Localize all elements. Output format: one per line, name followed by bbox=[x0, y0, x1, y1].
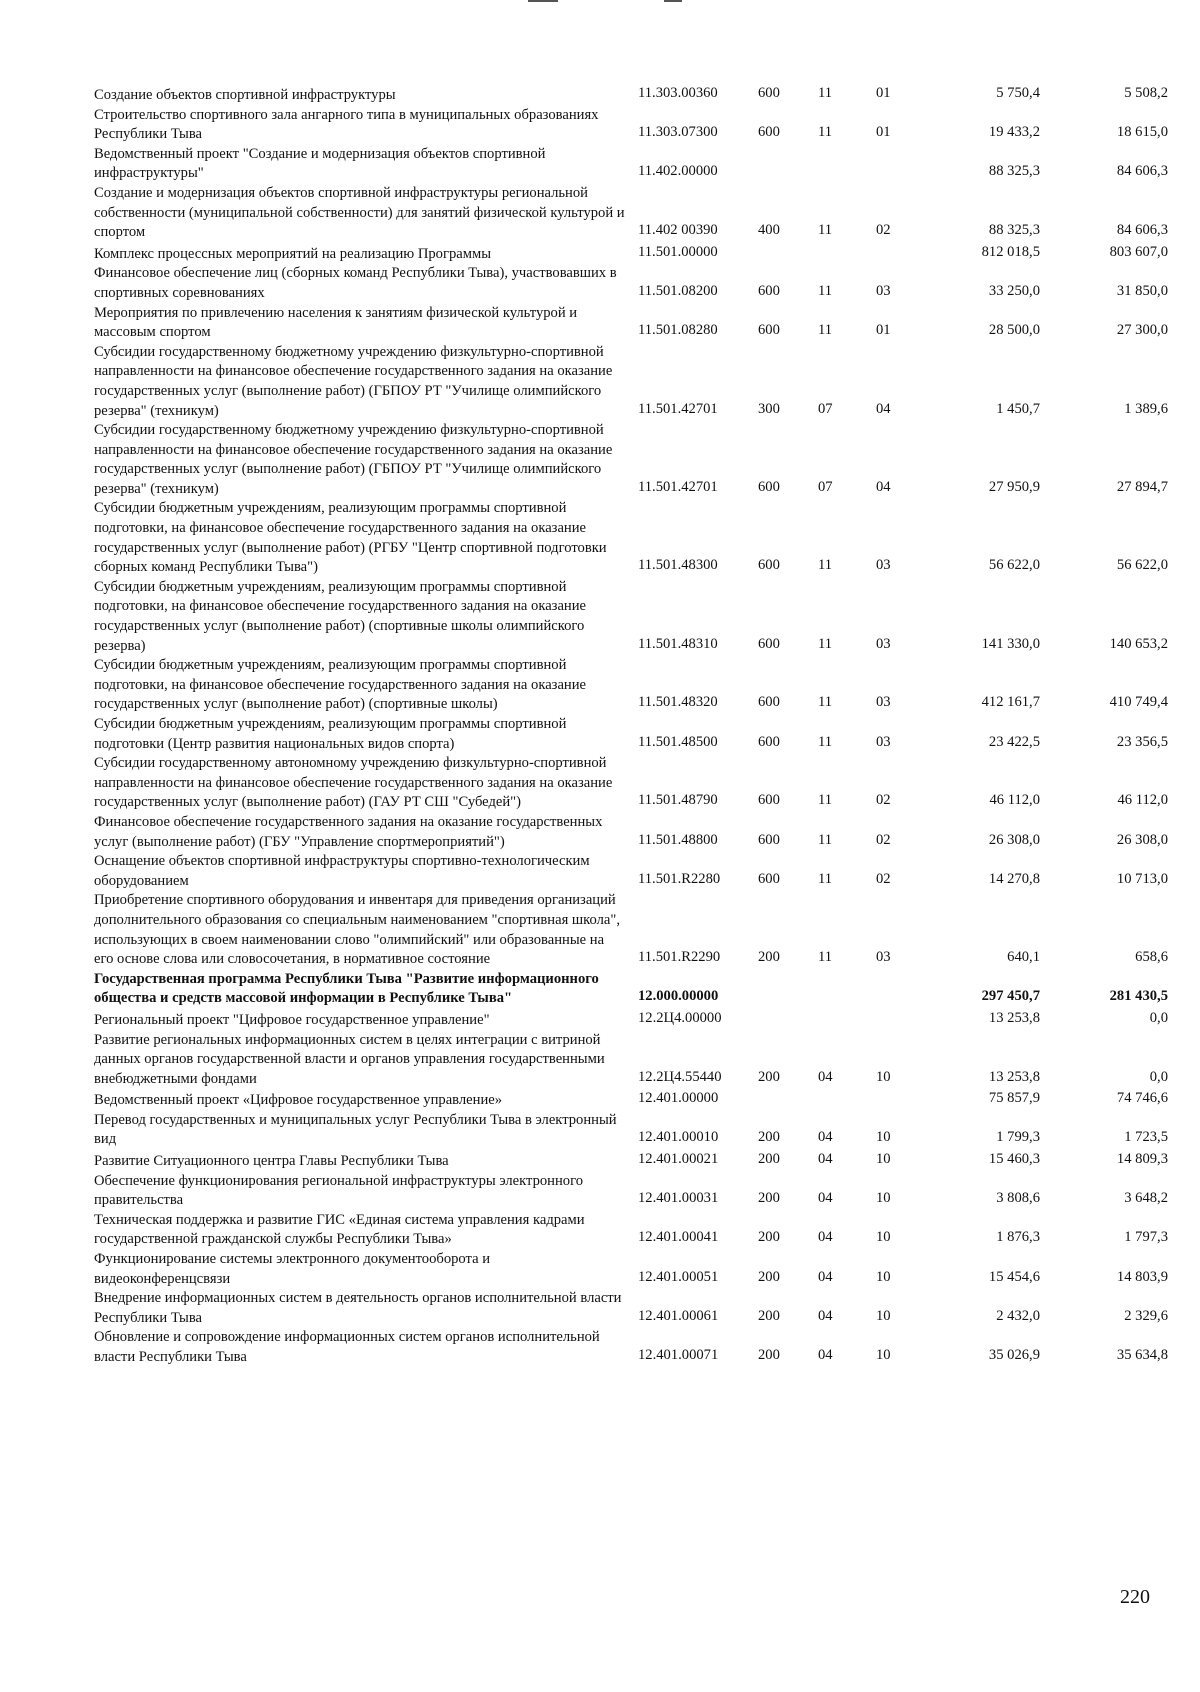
table-row bbox=[94, 813, 1174, 852]
table-row bbox=[94, 184, 1174, 243]
table-row bbox=[94, 578, 1174, 656]
row-name: Государственная программа Республики Тыва "Развитие информационного общества и средств массовой информации в Республике Тыва" bbox=[94, 970, 599, 1007]
row-amount-year1: 297 450,7 bbox=[981, 988, 1040, 1005]
row-amount-year1: 13 253,8 bbox=[988, 1068, 1040, 1085]
page-number: 220 bbox=[1120, 1586, 1150, 1608]
table-row bbox=[94, 1250, 1174, 1289]
row-code: 11.501.42701 bbox=[638, 400, 718, 417]
row-subsection: 02 bbox=[876, 792, 891, 809]
row-code: 11.303.00360 bbox=[638, 85, 718, 101]
table-body bbox=[94, 84, 1174, 1368]
row-expense-type: 600 bbox=[758, 282, 780, 299]
row-amount-year2: 18 615,0 bbox=[1116, 124, 1168, 141]
row-amount-year1: 19 433,2 bbox=[988, 124, 1040, 141]
row-subsection: 10 bbox=[876, 1307, 891, 1324]
row-amount-year2: 0,0 bbox=[1149, 1009, 1168, 1026]
row-section: 04 bbox=[818, 1307, 833, 1324]
table-row bbox=[94, 1328, 1174, 1367]
row-subsection: 02 bbox=[876, 870, 891, 887]
row-amount-year2: 2 329,6 bbox=[1124, 1307, 1168, 1324]
row-name: Внедрение информационных систем в деятельность органов исполнительной власти Республики Тыва bbox=[94, 1290, 622, 1326]
row-name: Субсидии государственному бюджетному учреждению физкультурно-спортивной направленности на финансовое обеспечение государственного задания на оказание государственных услуг (выполнение работ) (ГБПОУ РТ "Училище олимпийского резерва" (техникум) bbox=[94, 343, 613, 419]
table-row bbox=[94, 243, 1174, 265]
row-subsection bbox=[876, 1009, 934, 1031]
row-section: 11 bbox=[818, 282, 833, 299]
row-amount-year1: 2 432,0 bbox=[996, 1307, 1040, 1324]
row-code: 12.401.00021 bbox=[638, 1151, 719, 1168]
row-amount-year1: 1 799,3 bbox=[996, 1129, 1040, 1146]
row-section: 11 bbox=[818, 870, 833, 887]
row-section: 11 bbox=[818, 124, 833, 141]
table-row bbox=[94, 304, 1174, 343]
row-amount-year1: 5 750,4 bbox=[996, 85, 1040, 101]
row-expense-type: 600 bbox=[758, 322, 780, 339]
row-name: Перевод государственных и муниципальных услуг Республики Тыва в электронный вид bbox=[94, 1111, 617, 1148]
row-name: Финансовое обеспечение государственного задания на оказание государственных услуг (выполнение работ) (ГБУ "Управление спортмероприятий") bbox=[94, 813, 603, 850]
row-subsection: 01 bbox=[876, 322, 891, 339]
row-amount-year1: 3 808,6 bbox=[996, 1190, 1040, 1207]
row-section bbox=[818, 1089, 876, 1111]
table-row bbox=[94, 145, 1174, 184]
row-section: 11 bbox=[818, 694, 833, 711]
row-amount-year2: 10 713,0 bbox=[1116, 870, 1168, 887]
row-amount-year2: 14 803,9 bbox=[1116, 1268, 1168, 1285]
row-amount-year1: 640,1 bbox=[1007, 949, 1040, 966]
row-code: 12.401.00071 bbox=[638, 1347, 719, 1363]
table-row bbox=[94, 715, 1174, 754]
row-section: 07 bbox=[818, 478, 833, 495]
row-section: 07 bbox=[818, 400, 833, 417]
row-amount-year1: 75 857,9 bbox=[988, 1090, 1040, 1107]
row-expense-type: 200 bbox=[758, 1190, 780, 1207]
table-row bbox=[94, 656, 1174, 715]
row-amount-year2: 0,0 bbox=[1149, 1068, 1168, 1085]
row-expense-type: 600 bbox=[758, 733, 780, 750]
row-name: Создание и модернизация объектов спортивной инфраструктуры региональной собственности (муниципальной собственности) для занятий физической культурой и спортом bbox=[94, 184, 625, 241]
row-section: 11 bbox=[818, 85, 833, 101]
row-subsection: 10 bbox=[876, 1068, 891, 1085]
row-amount-year2: 140 653,2 bbox=[1109, 635, 1168, 652]
row-section: 11 bbox=[818, 222, 833, 239]
table-row bbox=[94, 421, 1174, 499]
row-amount-year2: 56 622,0 bbox=[1116, 557, 1168, 574]
row-amount-year2: 658,6 bbox=[1135, 949, 1168, 966]
row-amount-year2: 1 723,5 bbox=[1124, 1129, 1168, 1146]
row-subsection: 04 bbox=[876, 400, 891, 417]
row-code: 11.501.08200 bbox=[638, 282, 718, 299]
row-expense-type: 200 bbox=[758, 1229, 780, 1246]
row-amount-year1: 33 250,0 bbox=[988, 282, 1040, 299]
row-amount-year1: 141 330,0 bbox=[981, 635, 1040, 652]
row-subsection: 02 bbox=[876, 831, 891, 848]
row-amount-year2: 3 648,2 bbox=[1124, 1190, 1168, 1207]
row-section bbox=[818, 243, 876, 265]
row-code: 12.401.00061 bbox=[638, 1307, 719, 1324]
row-amount-year2: 410 749,4 bbox=[1109, 694, 1168, 711]
row-name: Финансовое обеспечение лиц (сборных команд Республики Тыва), участвовавших в спортивных соревнованиях bbox=[94, 265, 617, 301]
row-subsection: 04 bbox=[876, 478, 891, 495]
row-code: 11.501.48310 bbox=[638, 635, 718, 652]
row-subsection: 10 bbox=[876, 1190, 891, 1207]
row-name: Субсидии государственному автономному учреждению физкультурно-спортивной направленности на финансовое обеспечение государственного задания на оказание государственных услуг (выполнение работ) (ГАУ РТ СШ "Субедей") bbox=[94, 755, 613, 811]
table-row bbox=[94, 343, 1174, 421]
row-section: 11 bbox=[818, 557, 833, 574]
row-expense-type bbox=[758, 145, 818, 184]
row-expense-type bbox=[758, 243, 818, 265]
row-amount-year2: 26 308,0 bbox=[1116, 831, 1168, 848]
row-amount-year1: 46 112,0 bbox=[989, 792, 1040, 809]
row-code: 12.401.00010 bbox=[638, 1129, 719, 1146]
row-section: 11 bbox=[818, 733, 833, 750]
row-expense-type: 400 bbox=[758, 222, 780, 239]
row-code: 11.402.00000 bbox=[638, 163, 718, 180]
row-section bbox=[818, 1009, 876, 1031]
row-name: Обновление и сопровождение информационных систем органов исполнительной власти Республики Тыва bbox=[94, 1329, 600, 1365]
row-amount-year2: 27 300,0 bbox=[1116, 322, 1168, 339]
row-amount-year2: 1 389,6 bbox=[1124, 400, 1168, 417]
row-subsection bbox=[876, 243, 934, 265]
row-subsection bbox=[876, 1089, 934, 1111]
row-expense-type: 300 bbox=[758, 400, 780, 417]
row-subsection: 02 bbox=[876, 222, 891, 239]
row-code: 12.2Ц4.00000 bbox=[638, 1009, 722, 1026]
row-expense-type: 200 bbox=[758, 1307, 780, 1324]
row-amount-year2: 803 607,0 bbox=[1109, 243, 1168, 260]
row-name: Мероприятия по привлечению населения к занятиям физической культурой и массовым спортом bbox=[94, 304, 578, 341]
row-expense-type: 200 bbox=[758, 1129, 780, 1146]
row-name: Региональный проект "Цифровое государственное управление" bbox=[94, 1011, 490, 1028]
row-name: Ведомственный проект «Цифровое государственное управление» bbox=[94, 1092, 503, 1109]
row-section: 04 bbox=[818, 1151, 833, 1168]
row-expense-type: 600 bbox=[758, 792, 780, 809]
table-row bbox=[94, 852, 1174, 891]
row-amount-year1: 27 950,9 bbox=[988, 478, 1040, 495]
row-code: 12.2Ц4.55440 bbox=[638, 1068, 722, 1085]
row-amount-year2: 14 809,3 bbox=[1116, 1151, 1168, 1168]
row-section: 04 bbox=[818, 1190, 833, 1207]
row-subsection: 03 bbox=[876, 694, 891, 711]
row-code: 11.501.48790 bbox=[638, 792, 718, 809]
table-row bbox=[94, 84, 1174, 106]
budget-table bbox=[94, 84, 1174, 1368]
scan-mark-left bbox=[528, 0, 558, 2]
row-amount-year1: 15 460,3 bbox=[988, 1151, 1040, 1168]
row-expense-type: 600 bbox=[758, 557, 780, 574]
row-name: Оснащение объектов спортивной инфраструктуры спортивно-технологическим оборудованием bbox=[94, 853, 590, 889]
row-expense-type: 600 bbox=[758, 635, 780, 652]
row-amount-year2: 27 894,7 bbox=[1116, 478, 1168, 495]
row-name: Субсидии бюджетным учреждениям, реализующим программы спортивной подготовки (Центр развития национальных видов спорта) bbox=[94, 716, 567, 752]
row-code: 11.501.48500 bbox=[638, 733, 718, 750]
row-name: Развитие региональных информационных систем в целях интеграции с витриной данных органов государственной власти и органов управления государственными внебюджетными фондами bbox=[94, 1031, 605, 1087]
row-expense-type: 200 bbox=[758, 1268, 780, 1285]
row-code: 12.000.00000 bbox=[638, 988, 719, 1005]
row-amount-year1: 35 026,9 bbox=[988, 1347, 1040, 1363]
row-amount-year1: 14 270,8 bbox=[988, 870, 1040, 887]
row-subsection: 01 bbox=[876, 85, 891, 101]
row-code: 11.501.42701 bbox=[638, 478, 718, 495]
row-amount-year2: 1 797,3 bbox=[1124, 1229, 1168, 1246]
row-code: 12.401.00041 bbox=[638, 1229, 719, 1246]
row-code: 12.401.00031 bbox=[638, 1190, 719, 1207]
row-expense-type: 600 bbox=[758, 85, 780, 101]
row-amount-year2: 35 634,8 bbox=[1116, 1347, 1168, 1363]
row-section: 04 bbox=[818, 1129, 833, 1146]
row-name: Приобретение спортивного оборудования и инвентаря для приведения организаций дополнительного образования со специальным наименованием "спортивная школа", использующих в своем наименовании слово "олимпийский" или образованные на его основе слова или словосочетания, в нормативное состояние bbox=[94, 892, 620, 968]
row-subsection bbox=[876, 145, 934, 184]
row-code: 11.402 00390 bbox=[638, 222, 718, 239]
row-code: 11.501.48320 bbox=[638, 694, 718, 711]
row-expense-type: 200 bbox=[758, 949, 780, 966]
row-amount-year2: 281 430,5 bbox=[1109, 988, 1168, 1005]
table-row bbox=[94, 970, 1174, 1009]
row-name: Субсидии государственному бюджетному учреждению физкультурно-спортивной направленности на финансовое обеспечение государственного задания на оказание государственных услуг (выполнение работ) (ГБПОУ РТ "Училище олимпийского резерва" (техникум) bbox=[94, 422, 613, 497]
row-amount-year1: 15 454,6 bbox=[988, 1268, 1040, 1285]
scan-mark-right bbox=[664, 0, 682, 2]
row-expense-type: 600 bbox=[758, 124, 780, 141]
table-row bbox=[94, 1111, 1174, 1150]
row-code: 11.501.R2280 bbox=[638, 870, 721, 887]
row-code: 11.501.08280 bbox=[638, 322, 718, 339]
row-amount-year1: 26 308,0 bbox=[988, 831, 1040, 848]
row-section: 11 bbox=[818, 792, 833, 809]
row-amount-year2: 46 112,0 bbox=[1117, 792, 1168, 809]
row-name: Обеспечение функционирования региональной инфраструктуры электронного правительства bbox=[94, 1172, 583, 1209]
row-name: Функционирование системы электронного документооборота и видеоконференцсвязи bbox=[94, 1251, 491, 1287]
table-row bbox=[94, 1031, 1174, 1090]
table-row bbox=[94, 1089, 1174, 1111]
row-subsection: 10 bbox=[876, 1268, 891, 1285]
row-section: 11 bbox=[818, 635, 833, 652]
row-amount-year1: 88 325,3 bbox=[988, 163, 1040, 180]
row-amount-year1: 1 876,3 bbox=[996, 1229, 1040, 1246]
row-expense-type: 600 bbox=[758, 694, 780, 711]
row-amount-year2: 5 508,2 bbox=[1124, 85, 1168, 101]
row-expense-type: 600 bbox=[758, 478, 780, 495]
row-code: 12.401.00051 bbox=[638, 1268, 719, 1285]
row-name: Строительство спортивного зала ангарного типа в муниципальных образованиях Республики Тыва bbox=[94, 106, 599, 143]
row-amount-year1: 56 622,0 bbox=[988, 557, 1040, 574]
row-amount-year1: 1 450,7 bbox=[996, 400, 1040, 417]
row-code: 11.501.48300 bbox=[638, 557, 718, 574]
row-name: Комплекс процессных мероприятий на реализацию Программы bbox=[94, 245, 492, 262]
table-row bbox=[94, 106, 1174, 145]
row-code: 11.501.R2290 bbox=[638, 949, 721, 966]
table-row bbox=[94, 264, 1174, 303]
table-row bbox=[94, 1150, 1174, 1172]
row-amount-year1: 88 325,3 bbox=[988, 222, 1040, 239]
row-expense-type bbox=[758, 1089, 818, 1111]
row-expense-type bbox=[758, 970, 818, 1009]
row-name: Техническая поддержка и развитие ГИС «Единая система управления кадрами государственной гражданской службы Республики Тыва» bbox=[94, 1211, 585, 1248]
row-section: 04 bbox=[818, 1268, 833, 1285]
row-amount-year1: 812 018,5 bbox=[981, 243, 1040, 260]
row-amount-year2: 31 850,0 bbox=[1116, 282, 1168, 299]
row-subsection bbox=[876, 970, 934, 1009]
row-amount-year1: 13 253,8 bbox=[988, 1009, 1040, 1026]
row-amount-year1: 28 500,0 bbox=[988, 322, 1040, 339]
row-amount-year2: 84 606,3 bbox=[1116, 222, 1168, 239]
row-subsection: 10 bbox=[876, 1151, 891, 1168]
table-row bbox=[94, 1289, 1174, 1328]
row-code: 11.303.07300 bbox=[638, 124, 718, 141]
row-name: Ведомственный проект "Создание и модернизация объектов спортивной инфраструктуры" bbox=[94, 145, 546, 182]
row-amount-year2: 84 606,3 bbox=[1116, 163, 1168, 180]
table-row bbox=[94, 754, 1174, 813]
table-row bbox=[94, 499, 1174, 577]
row-section bbox=[818, 970, 876, 1009]
row-code: 12.401.00000 bbox=[638, 1090, 719, 1107]
row-expense-type bbox=[758, 1009, 818, 1031]
row-subsection: 10 bbox=[876, 1229, 891, 1246]
row-section: 04 bbox=[818, 1347, 833, 1363]
row-section: 11 bbox=[818, 322, 833, 339]
row-name: Развитие Ситуационного центра Главы Республики Тыва bbox=[94, 1153, 449, 1170]
row-subsection: 10 bbox=[876, 1347, 891, 1363]
row-subsection: 03 bbox=[876, 949, 891, 966]
row-subsection: 03 bbox=[876, 733, 891, 750]
row-subsection: 03 bbox=[876, 282, 891, 299]
table-row bbox=[94, 1172, 1174, 1211]
table-row bbox=[94, 1211, 1174, 1250]
row-section: 11 bbox=[818, 831, 833, 848]
row-subsection: 01 bbox=[876, 124, 891, 141]
row-section: 04 bbox=[818, 1229, 833, 1246]
row-expense-type: 600 bbox=[758, 831, 780, 848]
row-name: Субсидии бюджетным учреждениям, реализующим программы спортивной подготовки, на финансовое обеспечение государственного задания на оказание государственных услуг (выполнение работ) (РГБУ "Центр спортивной подготовки сборных команд Республики Тыва") bbox=[94, 500, 607, 576]
row-amount-year2: 74 746,6 bbox=[1116, 1090, 1168, 1107]
row-section bbox=[818, 145, 876, 184]
table-row bbox=[94, 1009, 1174, 1031]
row-subsection: 03 bbox=[876, 557, 891, 574]
row-name: Создание объектов спортивной инфраструктуры bbox=[94, 87, 396, 103]
row-code: 11.501.00000 bbox=[638, 243, 718, 260]
table-row bbox=[94, 891, 1174, 969]
row-subsection: 10 bbox=[876, 1129, 891, 1146]
row-name: Субсидии бюджетным учреждениям, реализующим программы спортивной подготовки, на финансовое обеспечение государственного задания на оказание государственных услуг (выполнение работ) (спортивные школы олимпийского резерва) bbox=[94, 578, 587, 654]
row-amount-year1: 23 422,5 bbox=[988, 733, 1040, 750]
row-code: 11.501.48800 bbox=[638, 831, 718, 848]
row-section: 04 bbox=[818, 1068, 833, 1085]
row-expense-type: 200 bbox=[758, 1068, 780, 1085]
row-expense-type: 200 bbox=[758, 1347, 780, 1363]
row-name: Субсидии бюджетным учреждениям, реализующим программы спортивной подготовки, на финансовое обеспечение государственного задания на оказание государственных услуг (выполнение работ) (спортивные школы) bbox=[94, 657, 587, 713]
row-expense-type: 200 bbox=[758, 1151, 780, 1168]
row-amount-year1: 412 161,7 bbox=[981, 694, 1040, 711]
row-amount-year2: 23 356,5 bbox=[1116, 733, 1168, 750]
row-subsection: 03 bbox=[876, 635, 891, 652]
row-expense-type: 600 bbox=[758, 870, 780, 887]
row-section: 11 bbox=[818, 949, 833, 966]
